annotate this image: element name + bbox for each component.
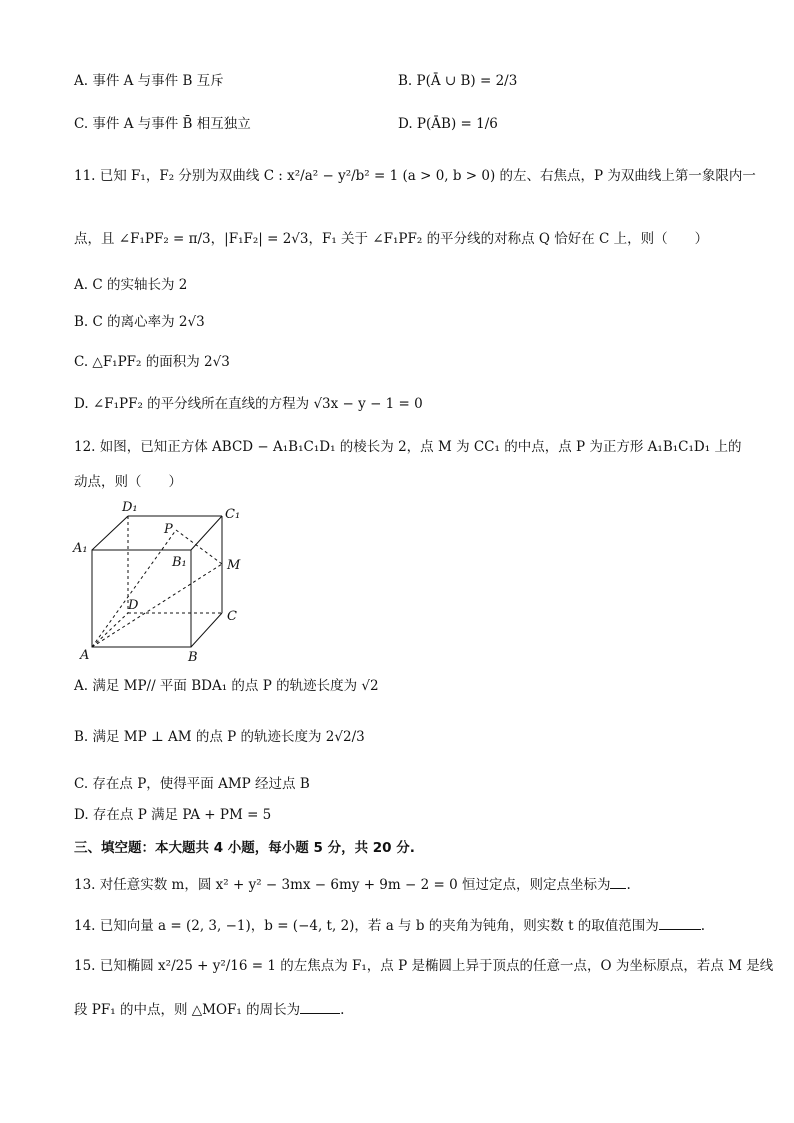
q14-line: 14. 已知向量 a = (2, 3, −1)，b = (−4, t, 2)，若 a 与 b 的夹角为钝角，则实数 t 的取值范围为 . xyxy=(74,915,705,935)
q12-option-c: C. 存在点 P，使得平面 AMP 经过点 B xyxy=(74,776,310,792)
cube-figure xyxy=(70,500,260,670)
q10-option-d: D. P(ĀB) = 1/6 xyxy=(398,116,498,132)
q15-answer-blank[interactable] xyxy=(300,999,340,1014)
q11-option-a: A. C 的实轴长为 2 xyxy=(74,277,188,293)
edge-ad-hidden xyxy=(92,613,128,647)
q11-option-c: C. △F₁PF₂ 的面积为 2√3 xyxy=(74,354,230,370)
q11-stem-line2: 点，且 ∠F₁PF₂ = π/3，|F₁F₂| = 2√3，F₁ 关于 ∠F₁PF₂ 的平分线的对称点 Q 恰好在 C 上，则（ ） xyxy=(74,231,709,247)
q11-stem-line1: 11. 已知 F₁，F₂ 分别为双曲线 C : x²/a² − y²/b² = 1 (a > 0, b > 0) 的左、右焦点，P 为双曲线上第一象限内一 xyxy=(74,168,756,184)
label-a1: A₁ xyxy=(73,541,88,556)
section-3-heading: 三、填空题：本大题共 4 小题，每小题 5 分，共 20 分. xyxy=(74,840,415,856)
q14-text: 14. 已知向量 a = (2, 3, −1)，b = (−4, t, 2)，若 a 与 b 的夹角为钝角，则实数 t 的取值范围为 xyxy=(74,918,659,934)
q15-line2: 段 PF₁ 的中点，则 △MOF₁ 的周长为 . xyxy=(74,999,344,1019)
q10-option-b: B. P(Ā ∪ B) = 2/3 xyxy=(398,73,518,89)
q15-stem-line1: 15. 已知椭圆 x²/25 + y²/16 = 1 的左焦点为 F₁，点 P 是椭圆上异于顶点的任意一点，O 为坐标原点，若点 M 是线 xyxy=(74,958,774,974)
label-d1: D₁ xyxy=(122,500,138,515)
label-c: C xyxy=(227,609,237,624)
label-d: D xyxy=(128,598,139,613)
label-p: P xyxy=(164,522,173,537)
edge-a1d1 xyxy=(92,516,128,550)
q10-option-c: C. 事件 A 与事件 B̄ 相互独立 xyxy=(74,116,251,132)
q13-text: 13. 对任意实数 m，圆 x² + y² − 3mx − 6my + 9m − 2 = 0 恒过定点，则定点坐标为 xyxy=(74,877,611,893)
q11-option-b: B. C 的离心率为 2√3 xyxy=(74,314,205,330)
q12-option-b: B. 满足 MP ⊥ AM 的点 P 的轨迹长度为 2√2/3 xyxy=(74,729,365,745)
q12-stem-line2: 动点，则（ ） xyxy=(74,474,182,490)
label-a: A xyxy=(80,648,90,663)
label-b1: B₁ xyxy=(172,555,187,570)
q14-answer-blank[interactable] xyxy=(659,915,701,930)
label-b: B xyxy=(188,650,198,665)
q12-stem-line1: 12. 如图，已知正方体 ABCD − A₁B₁C₁D₁ 的棱长为 2，点 M 为 CC₁ 的中点，点 P 为正方形 A₁B₁C₁D₁ 上的 xyxy=(74,439,742,455)
segment-ap xyxy=(92,530,176,647)
q11-option-d: D. ∠F₁PF₂ 的平分线所在直线的方程为 √3x − y − 1 = 0 xyxy=(74,396,423,412)
q15-text: 段 PF₁ 的中点，则 △MOF₁ 的周长为 xyxy=(74,1002,301,1018)
edge-bc xyxy=(191,613,222,647)
q13-answer-blank[interactable] xyxy=(610,874,626,889)
label-m: M xyxy=(227,558,241,573)
label-c1: C₁ xyxy=(225,507,241,522)
q13-line: 13. 对任意实数 m，圆 x² + y² − 3mx − 6my + 9m − 2 = 0 恒过定点，则定点坐标为 . xyxy=(74,874,631,894)
q12-option-a: A. 满足 MP// 平面 BDA₁ 的点 P 的轨迹长度为 √2 xyxy=(74,678,379,694)
q10-option-a: A. 事件 A 与事件 B 互斥 xyxy=(74,73,224,89)
q12-option-d: D. 存在点 P 满足 PA + PM = 5 xyxy=(74,807,272,823)
